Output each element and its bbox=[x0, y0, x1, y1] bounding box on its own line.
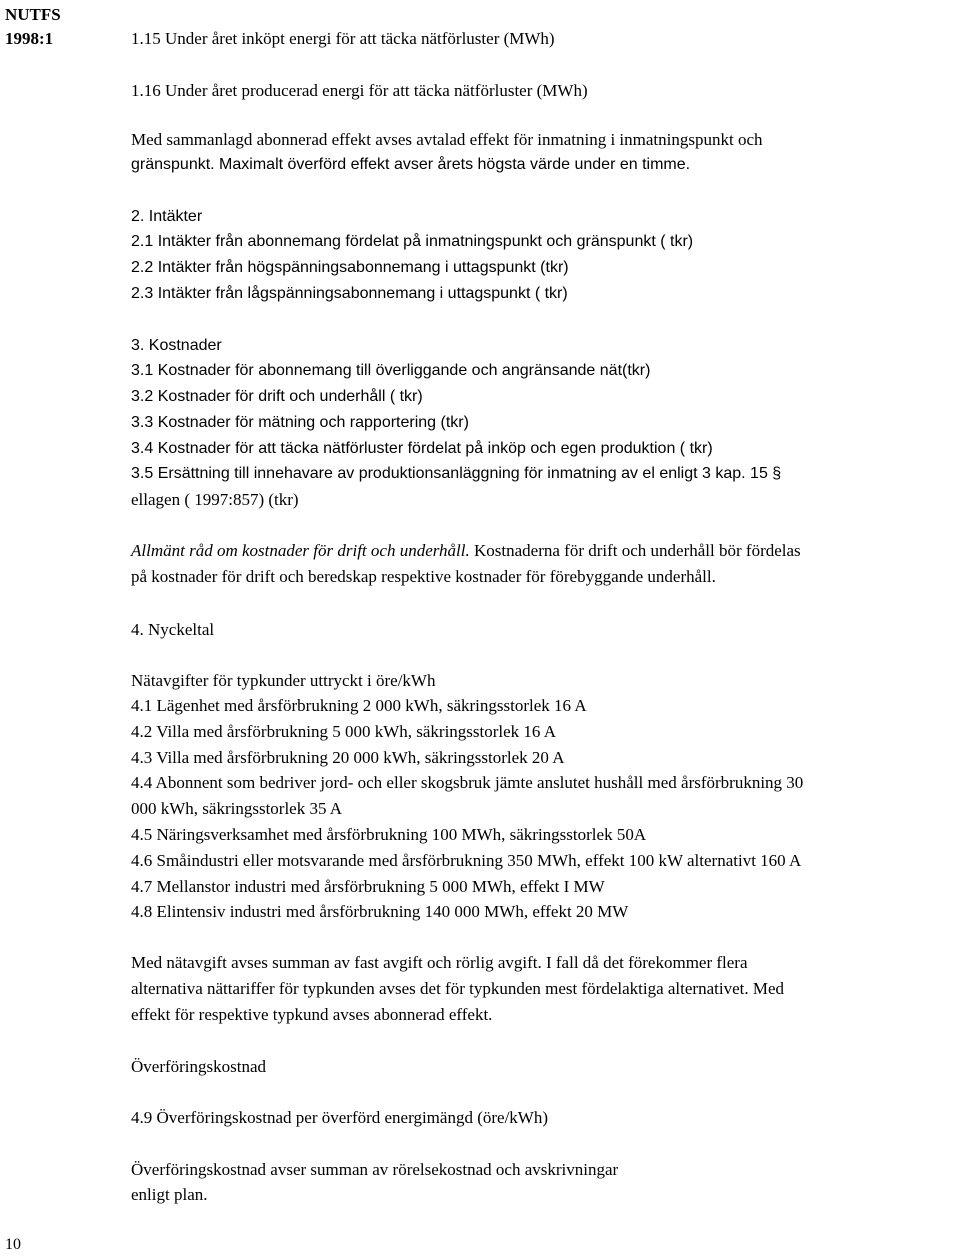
item-3-5-line-2: ellagen ( 1997:857) (tkr) bbox=[131, 490, 299, 509]
allmant-rad-line-1 bbox=[131, 540, 801, 562]
paragraph-abonnerad-effekt-line-2: gränspunkt. Maximalt överförd effekt avser årets högsta värde under en timme. bbox=[131, 156, 691, 173]
item-3-3: 3.3 Kostnader för mätning och rapportering (tkr) bbox=[131, 414, 469, 431]
item-4-4-line-2: 000 kWh, säkringsstorlek 35 A bbox=[131, 799, 343, 818]
item-4-8: 4.8 Elintensiv industri med årsförbrukning 140 000 MWh, effekt 20 MW bbox=[131, 902, 629, 921]
item-2-2: 2.2 Intäkter från högspänningsabonnemang i uttagspunkt (tkr) bbox=[131, 259, 569, 276]
item-1-16: 1.16 Under året producerad energi för att täcka nätförluster (MWh) bbox=[131, 81, 588, 100]
heading-intakter: 2. Intäkter bbox=[131, 208, 203, 225]
paragraph-natavgift-line-2: alternativa nättariffer för typkunden avses det för typkunden mest fördelaktiga alternativet. Med bbox=[131, 979, 785, 998]
paragraph-overforing-line-1: Överföringskostnad avser summan av rörelsekostnad och avskrivningar bbox=[131, 1160, 619, 1179]
item-4-9: 4.9 Överföringskostnad per överförd energimängd (öre/kWh) bbox=[131, 1108, 548, 1127]
allmant-rad-text: Kostnaderna för drift och underhåll bör fördelas bbox=[469, 541, 801, 560]
paragraph-natavgift-line-1: Med nätavgift avses summan av fast avgift och rörlig avgift. I fall då det förekommer flera bbox=[131, 953, 748, 972]
series-number: 1998:1 bbox=[5, 29, 54, 48]
item-4-3: 4.3 Villa med årsförbrukning 20 000 kWh, säkringsstorlek 20 A bbox=[131, 748, 565, 767]
item-3-1: 3.1 Kostnader för abonnemang till överliggande och angränsande nät(tkr) bbox=[131, 362, 651, 379]
series-label: NUTFS bbox=[5, 5, 61, 24]
item-3-2: 3.2 Kostnader för drift och underhåll ( tkr) bbox=[131, 388, 423, 405]
item-1-15: 1.15 Under året inköpt energi för att täcka nätförluster (MWh) bbox=[131, 29, 555, 48]
allmant-rad-title: Allmänt råd om kostnader för drift och underhåll. bbox=[131, 541, 470, 560]
heading-natavgifter: Nätavgifter för typkunder uttryckt i öre/kWh bbox=[131, 671, 436, 690]
allmant-rad-line-2: på kostnader för drift och beredskap respektive kostnader för förebyggande underhåll. bbox=[131, 567, 716, 586]
heading-kostnader: 3. Kostnader bbox=[131, 337, 222, 354]
page-number: 10 bbox=[5, 1236, 21, 1253]
item-2-3: 2.3 Intäkter från lågspänningsabonnemang i uttagspunkt ( tkr) bbox=[131, 285, 568, 302]
item-4-4-line-1: 4.4 Abonnent som bedriver jord- och eller skogsbruk jämte anslutet hushåll med årsförbrukning 30 bbox=[131, 773, 804, 792]
item-2-1: 2.1 Intäkter från abonnemang fördelat på inmatningspunkt och gränspunkt ( tkr) bbox=[131, 233, 694, 250]
paragraph-natavgift-line-3: effekt för respektive typkund avses abonnerad effekt. bbox=[131, 1005, 493, 1024]
item-4-1: 4.1 Lägenhet med årsförbrukning 2 000 kWh, säkringsstorlek 16 A bbox=[131, 696, 587, 715]
item-4-6: 4.6 Småindustri eller motsvarande med årsförbrukning 350 MWh, effekt 100 kW alternativt 160 A bbox=[131, 851, 802, 870]
item-3-4: 3.4 Kostnader för att täcka nätförluster fördelat på inköp och egen produktion ( tkr) bbox=[131, 440, 713, 457]
item-3-5-line-1: 3.5 Ersättning till innehavare av produktionsanläggning för inmatning av el enligt 3 kap. 15 § bbox=[131, 465, 782, 482]
margin-header bbox=[5, 3, 61, 51]
paragraph-abonnerad-effekt-line-1: Med sammanlagd abonnerad effekt avses avtalad effekt för inmatning i inmatningspunkt och bbox=[131, 130, 763, 149]
heading-nyckeltal: 4. Nyckeltal bbox=[131, 620, 215, 639]
item-4-2: 4.2 Villa med årsförbrukning 5 000 kWh, säkringsstorlek 16 A bbox=[131, 722, 557, 741]
paragraph-overforing-line-2: enligt plan. bbox=[131, 1185, 208, 1204]
item-4-7: 4.7 Mellanstor industri med årsförbrukning 5 000 MWh, effekt I MW bbox=[131, 877, 605, 896]
heading-overforingskostnad: Överföringskostnad bbox=[131, 1057, 267, 1076]
item-4-5: 4.5 Näringsverksamhet med årsförbrukning 100 MWh, säkringsstorlek 50A bbox=[131, 825, 647, 844]
